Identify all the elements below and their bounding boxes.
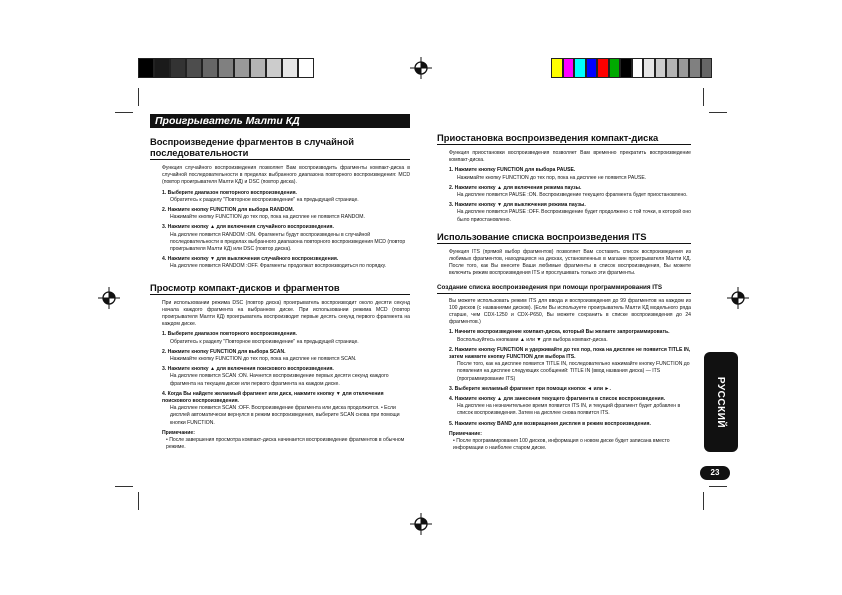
language-tab: РУССКИЙ — [704, 352, 738, 452]
color-swatch — [298, 58, 314, 78]
random-intro: Функция случайного воспроизведения позволяет Вам воспроизводить фрагменты компакт-диска в случайной последовательности в пределах выбранного диапазона повторного воспроизведения: MCD (повтор проигрывателя Малти КД) и DSC (повтор диска). — [162, 165, 410, 186]
pause-step: 1. Нажмите кнопку FUNCTION для выбора PAUSE. Нажимайте кнопку FUNCTION до тех пор, пока на дисплее не появится PAUSE. — [449, 167, 647, 181]
note-title: Примечание: — [162, 429, 195, 436]
note-title: Примечание: — [449, 430, 482, 437]
note-text: • После завершения просмотра компакт-диска начинается воспроизведение фрагментов в обычном режиме. — [166, 437, 405, 451]
its-step: 5. Нажмите кнопку BAND для возвращения дисплея в режим воспроизведения. — [449, 420, 651, 427]
color-swatch — [154, 58, 170, 78]
registration-mark-bottom — [410, 513, 432, 535]
color-swatch — [597, 58, 609, 78]
pause-step: 2. Нажмите кнопку ▲ для включения режима паузы. На дисплее появится PAUSE :ON. Воспроизведение текущего фрагмента будет приостановлено. — [449, 184, 688, 199]
random-step: 4. Нажмите кнопку ▼ для выключения случайного воспроизведения. На дисплее появится RANDOM :OFF. Фрагменты продолжат воспроизводиться по порядку. — [162, 256, 387, 270]
crop-mark — [703, 492, 704, 510]
its-step: 3. Выберите желаемый фрагмент при помощи кнопок ◄ или ►. — [449, 385, 611, 392]
random-step: 1. Выберите диапазон повторного воспроизведения. Обратитесь к разделу "Повторное воспроизведение" на предыдущей странице. — [162, 189, 359, 203]
color-swatch — [202, 58, 218, 78]
color-swatch — [218, 58, 234, 78]
section-banner: Проигрыватель Малти КД — [150, 114, 410, 128]
note-text: • После программирования 100 дисков, информация о новом диске будет записана вместо информации о наиболее старом диске. — [453, 438, 670, 452]
scan-step: 3. Нажмите кнопку ▲ для включения поискового воспроизведения. На дисплее появится SCAN :ON. Начнется воспроизведение первых десяти секунд каждого фрагмента на текущем диске или первого фрагмента на каждом диске. — [162, 366, 389, 387]
left-column — [150, 114, 410, 452]
color-swatch — [551, 58, 563, 78]
registration-mark-left — [98, 287, 120, 309]
section-title-random: Воспроизведение фрагментов в случайной последовательности — [150, 136, 410, 160]
color-swatch — [282, 58, 298, 78]
scan-step: 2. Нажмите кнопку FUNCTION для выбора SCAN. Нажимайте кнопку FUNCTION до тех пор, пока на дисплее не появится SCAN. — [162, 348, 357, 363]
color-swatch — [586, 58, 598, 78]
random-step: 3. Нажмите кнопку ▲ для включения случайного воспроизведения. На дисплее появится RANDOM :ON. Фрагменты будут воспроизведены в случайной последовательности в пределах выбранного диапазона повторного воспроизведения MCD (повтор проигрывателя Малти КД) или DSC (повтор диска). — [162, 224, 406, 253]
subsection-title-its-programming: Создание списка воспроизведения при помощи программирования ITS — [437, 284, 691, 294]
registration-mark-top — [410, 57, 432, 79]
color-swatch — [609, 58, 621, 78]
color-bar — [551, 58, 712, 78]
registration-mark-right — [727, 287, 749, 309]
random-step: 2. Нажмите кнопку FUNCTION для выбора RANDOM. Нажимайте кнопку FUNCTION до тех пор, пока на дисплее не появится RANDOM. — [162, 207, 365, 221]
color-swatch — [138, 58, 154, 78]
color-swatch — [574, 58, 586, 78]
color-swatch — [266, 58, 282, 78]
color-swatch — [170, 58, 186, 78]
color-swatch — [643, 58, 655, 78]
crop-mark — [115, 486, 133, 487]
crop-mark — [709, 112, 727, 113]
its-step: 4. Нажмите кнопку ▲ для занесения текущего фрагмента в список воспроизведения. На дисплее на незначительное время появится ITS IN, и текущий фрагмент будет добавлен в список воспроизведения. Затем на дисплее снова появится ITS. — [449, 396, 681, 417]
scan-intro: При использовании режима DSC (повтор диска) проигрыватель воспроизводит около десяти секунд начала каждого фрагмента на выбранном диске. При использовании режима MCD (повтор проигрывателя Малти КД) проигрыватель воспроизводит первые десять секунд первого фрагмента на каждом диске. — [162, 299, 410, 328]
color-swatch — [666, 58, 678, 78]
its-step: 2. Нажмите кнопку FUNCTION и удерживайте до тех пор, пока на дисплее не появится TITLE IN, затем нажмите кнопку FUNCTION для выбора ITS. После того, как на дисплее появится TITLE IN, последовательно нажимайте кнопку FUNCTION до появления на дисплее следующих сообщений: TITLE IN (ввод названия диска) — ITS (программирование ITS) — [449, 346, 691, 382]
color-swatch — [186, 58, 202, 78]
color-swatch — [701, 58, 713, 78]
color-swatch — [234, 58, 250, 78]
its-programming-intro: Вы можете использовать режим ITS для ввода и воспроизведения до 99 фрагментов на каждом из 100 дисков (с названиями дисков). (Если Вы используете проигрыватель Малти КД модельного ряда старше, чем CDX-1250 и CDX-P650, Вы можете сохранить в списке воспроизведения до 24 фрагментов.) — [449, 297, 691, 326]
crop-mark — [703, 88, 704, 106]
pause-intro: Функция приостановки воспроизведения позволяет Вам временно прекратить воспроизведение компакт-диска. — [449, 150, 691, 164]
scan-step: 4. Когда Вы найдете желаемый фрагмент или диск, нажмите кнопку ▼ для отключения поискового воспроизведения. На дисплее появится SCAN :OFF. Воспроизведение фрагмента или диска продолжится. • Если дисплей автоматически вернулся в режим воспроизведения, выберите SCAN снова при помощи кнопки FUNCTION. — [162, 390, 400, 426]
crop-mark — [709, 486, 727, 487]
color-swatch — [678, 58, 690, 78]
color-swatch — [689, 58, 701, 78]
scan-step: 1. Выберите диапазон повторного воспроизведения. Обратитесь к разделу "Повторное воспроизведение" на предыдущей странице. — [162, 331, 359, 345]
crop-mark — [115, 112, 133, 113]
section-title-pause: Приостановка воспроизведения компакт-диска — [437, 132, 691, 145]
color-swatch — [620, 58, 632, 78]
color-swatch — [632, 58, 644, 78]
page-number: 23 — [700, 466, 730, 480]
section-title-its: Использование списка воспроизведения ITS — [437, 231, 691, 244]
its-step: 1. Начните воспроизведение компакт-диска, который Вы желаете запрограммировать. Воспользуйтесь кнопками ▲ или ▼ для выбора компакт-диска. — [449, 329, 670, 343]
section-title-scan: Просмотр компакт-дисков и фрагментов — [150, 282, 410, 295]
color-swatch — [655, 58, 667, 78]
pause-step: 3. Нажмите кнопку ▼ для выключения режима паузы. На дисплее появится PAUSE :OFF. Воспроизведение будет продолжено с той точки, в которой оно было приостановлено. — [449, 202, 692, 223]
right-column — [437, 114, 691, 453]
crop-mark — [138, 88, 139, 106]
its-intro: Функция ITS (прямой выбор фрагментов) позволяет Вам составить список воспроизведения из любимых фрагментов, находящихся на дисках, установленных в магазин проигрывателя Малти КД. После того, как Вы внесете Ваши любимые фрагменты в список воспроизведения, Вы можете включить режим воспроизведения ITS и прослушивать только эти фрагменты. — [449, 248, 691, 277]
grayscale-bar — [138, 58, 314, 78]
crop-mark — [138, 492, 139, 510]
color-swatch — [250, 58, 266, 78]
color-swatch — [563, 58, 575, 78]
